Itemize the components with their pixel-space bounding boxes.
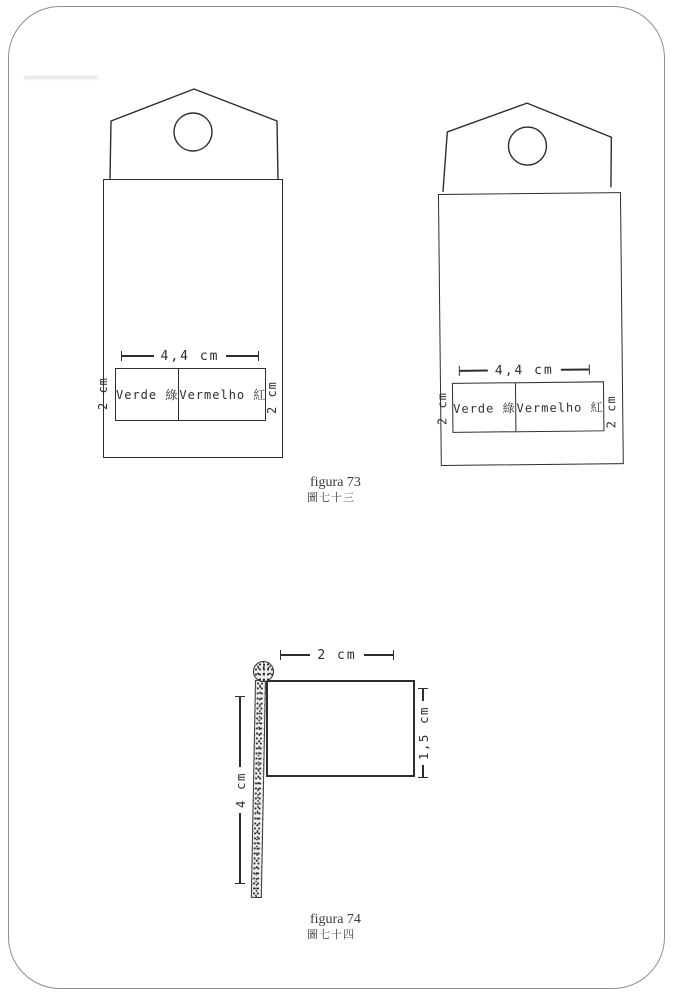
green-cell-label: Verde 綠 <box>453 400 516 416</box>
width-dimension <box>121 348 259 364</box>
tag-hole <box>508 127 546 165</box>
flagpole-knob <box>253 661 274 682</box>
width-dimension <box>459 361 590 378</box>
caption-pt: figura 74 <box>310 912 361 927</box>
caption-zh: 圖七十三 <box>307 491 355 504</box>
caption-figura-73 <box>307 474 361 505</box>
flagpole <box>251 680 266 898</box>
dim-tick <box>418 777 428 778</box>
flag-rect <box>266 680 415 777</box>
dim-line <box>561 369 589 371</box>
flag-height-dim-label: 1,5 cm <box>415 705 431 761</box>
red-cell-label: Vermelho 紅 <box>178 369 266 420</box>
color-label-box <box>115 368 266 421</box>
tag-flap <box>428 94 644 206</box>
tag-hole <box>174 113 212 151</box>
caption-figura-74 <box>307 911 361 942</box>
dim-line <box>422 765 423 777</box>
red-cell-label: Vermelho 紅 <box>515 382 604 431</box>
dim-tick <box>258 351 259 361</box>
dim-line <box>239 697 240 767</box>
dim-line <box>226 355 257 356</box>
height-dim-left-label: 2 cm <box>435 392 450 426</box>
caption-zh: 圖七十四 <box>307 928 355 941</box>
flag-height-dimension <box>417 688 429 778</box>
width-dim-label: 4,4 cm <box>494 362 554 378</box>
height-dim-right-label: 2 cm <box>265 381 279 415</box>
dim-line <box>422 689 423 701</box>
scan-artifact <box>24 76 98 79</box>
dim-tick <box>393 650 394 660</box>
tag-diagram-left <box>85 80 300 475</box>
caption-pt: figura 73 <box>310 475 361 490</box>
height-dim-left-label: 2 cm <box>96 377 110 411</box>
width-dim-label: 4,4 cm <box>160 348 220 364</box>
tag-diagram-right <box>428 94 647 491</box>
dim-line <box>122 355 153 356</box>
dim-line <box>460 370 488 372</box>
flag-width-dimension <box>280 647 394 663</box>
pole-length-dim-label: 4 cm <box>232 771 248 809</box>
flag-width-dim-label: 2 cm <box>317 647 357 663</box>
height-dim-right-label: 2 cm <box>604 395 619 429</box>
pole-length-dimension <box>234 696 246 884</box>
dim-line <box>364 654 393 655</box>
dim-tick <box>588 364 589 374</box>
dim-line <box>281 654 310 655</box>
flag-diagram <box>225 640 450 920</box>
dim-line <box>239 813 240 883</box>
green-cell-label: Verde 綠 <box>116 388 179 402</box>
dim-tick <box>235 883 245 884</box>
tag-flap <box>85 80 300 190</box>
color-label-box <box>452 381 605 433</box>
